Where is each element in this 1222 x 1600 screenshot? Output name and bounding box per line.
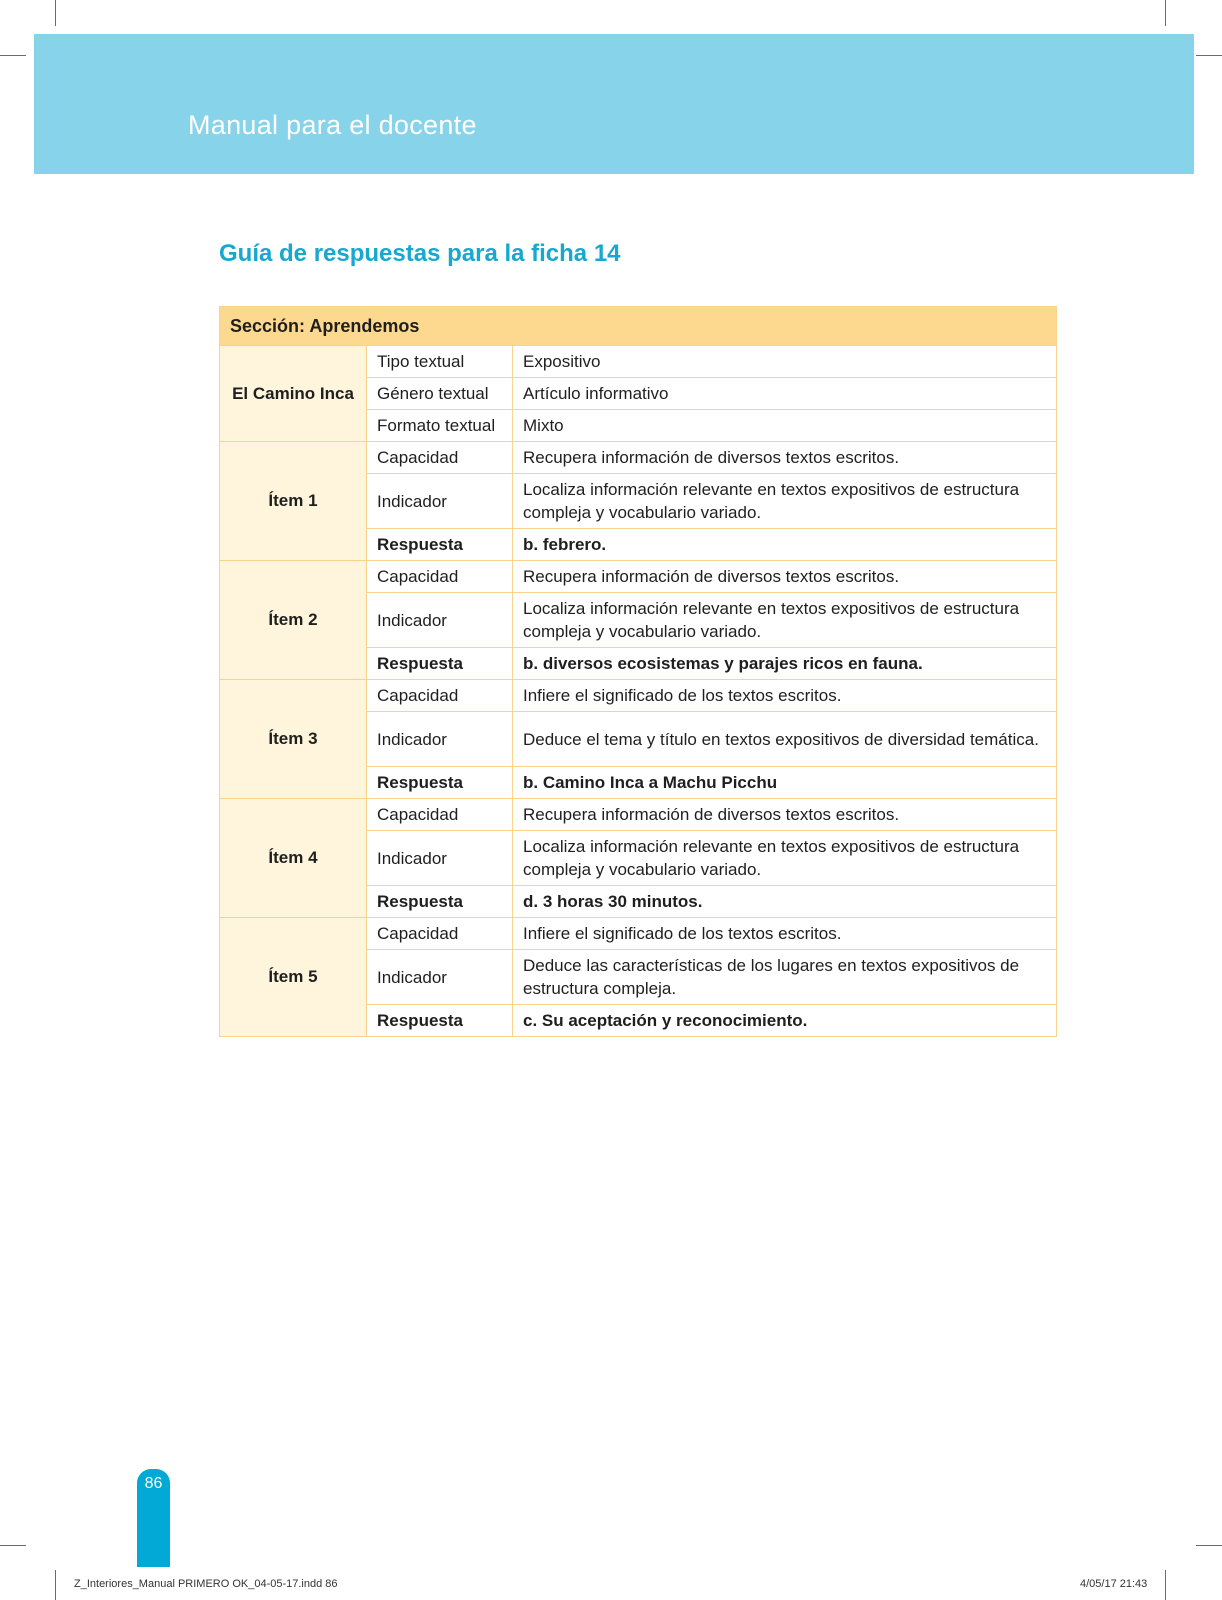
header-title: Manual para el docente xyxy=(188,110,477,140)
respuesta-value: b. diversos ecosistemas y parajes ricos en fauna. xyxy=(513,648,1057,680)
crop-mark xyxy=(1165,1570,1166,1600)
respuesta-value: d. 3 horas 30 minutos. xyxy=(513,886,1057,918)
section-row xyxy=(220,307,1057,346)
footer-timestamp: 4/05/17 21:43 xyxy=(1080,1578,1148,1590)
indicador-value: Deduce las características de los lugares en textos expositivos de estructura compleja. xyxy=(513,950,1057,1005)
indicador-label: Indicador xyxy=(367,593,513,648)
indicador-value: Localiza información relevante en textos expositivos de estructura compleja y vocabulario variado. xyxy=(513,831,1057,886)
indicador-label: Indicador xyxy=(367,831,513,886)
respuesta-value: b. febrero. xyxy=(513,529,1057,561)
capacidad-label: Capacidad xyxy=(367,799,513,831)
indicador-label: Indicador xyxy=(367,712,513,767)
header-band xyxy=(34,34,1194,174)
item-label: Ítem 4 xyxy=(220,799,367,918)
crop-mark xyxy=(1165,0,1166,26)
item-label: Ítem 2 xyxy=(220,561,367,680)
section-header: Sección: Aprendemos xyxy=(220,307,1057,346)
capacidad-value: Recupera información de diversos textos escritos. xyxy=(513,561,1057,593)
capacidad-value: Infiere el significado de los textos escritos. xyxy=(513,680,1057,712)
indicador-value: Localiza información relevante en textos expositivos de estructura compleja y vocabulario variado. xyxy=(513,474,1057,529)
item-label: Ítem 3 xyxy=(220,680,367,799)
respuesta-label: Respuesta xyxy=(367,529,513,561)
indicador-label: Indicador xyxy=(367,474,513,529)
footer-file-info: Z_Interiores_Manual PRIMERO OK_04-05-17.indd 86 xyxy=(74,1578,338,1590)
guide-title: Guía de respuestas para la ficha 14 xyxy=(219,240,621,267)
crop-mark xyxy=(1196,55,1222,56)
table-row xyxy=(220,918,1057,950)
item-label: Ítem 1 xyxy=(220,442,367,561)
respuesta-label: Respuesta xyxy=(367,767,513,799)
item-label: Ítem 5 xyxy=(220,918,367,1037)
table-row xyxy=(220,346,1057,378)
crop-mark xyxy=(55,0,56,26)
respuesta-label: Respuesta xyxy=(367,886,513,918)
indicador-label: Indicador xyxy=(367,950,513,1005)
table-row xyxy=(220,442,1057,474)
attr-cell: Tipo textual xyxy=(367,346,513,378)
attr-cell: Formato textual xyxy=(367,410,513,442)
respuesta-value: c. Su aceptación y reconocimiento. xyxy=(513,1005,1057,1037)
camino-label: El Camino Inca xyxy=(220,346,367,442)
attr-cell: Género textual xyxy=(367,378,513,410)
value-cell: Artículo informativo xyxy=(513,378,1057,410)
respuesta-label: Respuesta xyxy=(367,1005,513,1037)
table-row xyxy=(220,799,1057,831)
respuesta-label: Respuesta xyxy=(367,648,513,680)
table-row xyxy=(220,561,1057,593)
capacidad-label: Capacidad xyxy=(367,442,513,474)
crop-mark xyxy=(1196,1545,1222,1546)
indicador-value: Deduce el tema y título en textos expositivos de diversidad temática. xyxy=(513,712,1057,767)
crop-mark xyxy=(0,1545,26,1546)
capacidad-value: Infiere el significado de los textos escritos. xyxy=(513,918,1057,950)
respuesta-value: b. Camino Inca a Machu Picchu xyxy=(513,767,1057,799)
value-cell: Mixto xyxy=(513,410,1057,442)
page-number: 86 xyxy=(144,1475,163,1492)
crop-mark xyxy=(0,55,26,56)
capacidad-label: Capacidad xyxy=(367,680,513,712)
capacidad-value: Recupera información de diversos textos escritos. xyxy=(513,799,1057,831)
answers-table xyxy=(219,306,1057,1037)
crop-mark xyxy=(55,1570,56,1600)
table-row xyxy=(220,680,1057,712)
capacidad-label: Capacidad xyxy=(367,561,513,593)
value-cell: Expositivo xyxy=(513,346,1057,378)
page-number-tab xyxy=(137,1469,170,1567)
indicador-value: Localiza información relevante en textos expositivos de estructura compleja y vocabulario variado. xyxy=(513,593,1057,648)
capacidad-value: Recupera información de diversos textos escritos. xyxy=(513,442,1057,474)
capacidad-label: Capacidad xyxy=(367,918,513,950)
